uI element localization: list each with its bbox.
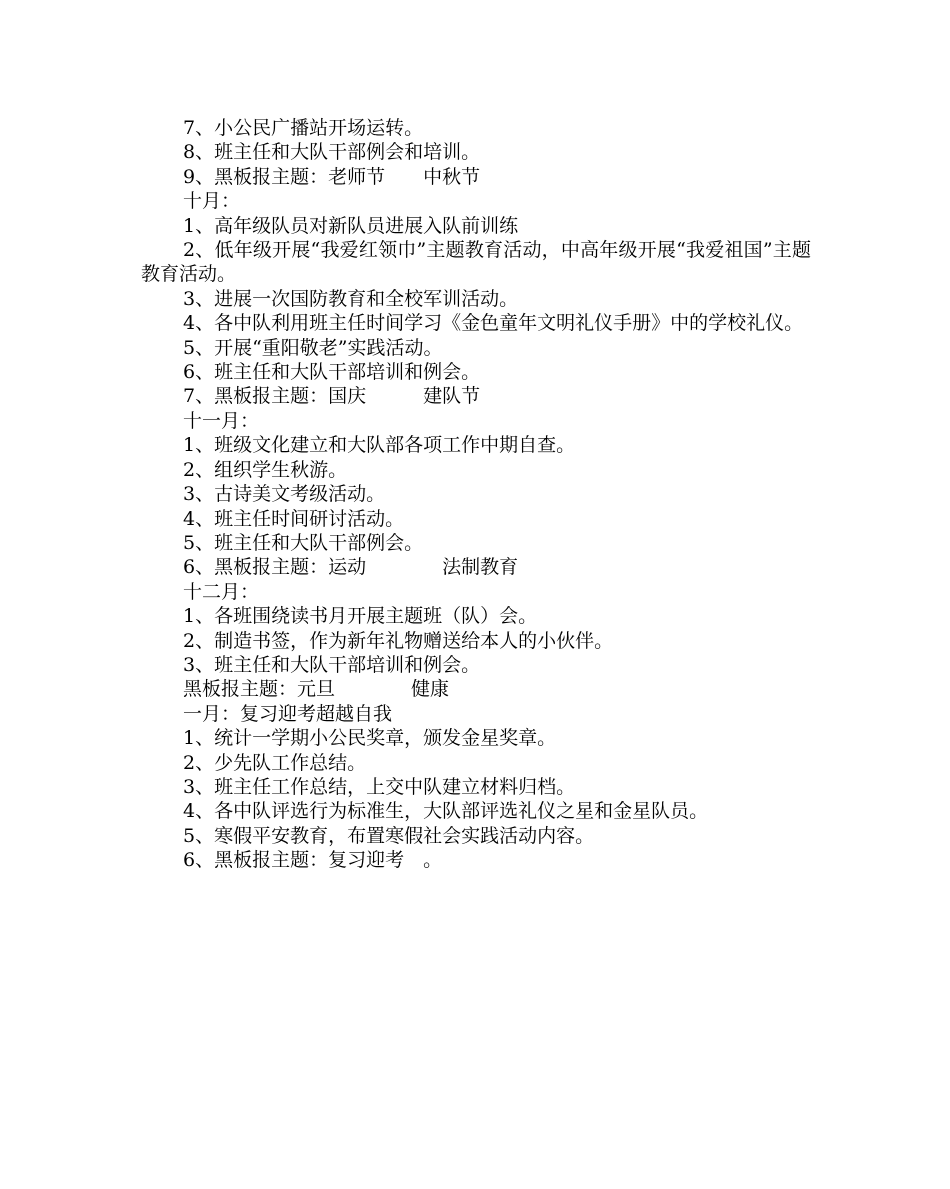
text-line: 1、统计一学期小公民奖章，颁发金星奖章。: [183, 727, 557, 750]
document-body: [141, 116, 811, 873]
text-line: 6、黑板报主题：复习迎考 。: [183, 849, 443, 872]
text-line: 7、黑板报主题：国庆 建队节: [183, 385, 481, 408]
text-line: 5、开展“重阳敬老”实践活动。: [183, 336, 443, 359]
text-line: 4、各中队评选行为标准生，大队部评选礼仪之星和金星队员。: [183, 800, 709, 823]
text-line: 5、寒假平安教育，布置寒假社会实践活动内容。: [183, 824, 595, 847]
section-heading-january: 一月：复习迎考超越自我: [183, 702, 393, 725]
text-paragraph: 2、低年级开展“我爱红领巾”主题教育活动，中高年级开展“我爱祖国”主题教育活动。: [141, 239, 811, 286]
text-line: 9、黑板报主题：老师节 中秋节: [183, 165, 481, 188]
text-paragraph: 4、各中队利用班主任时间学习《金色童年文明礼仪手册》中的学校礼仪。: [183, 312, 804, 335]
text-line: 黑板报主题：元旦 健康: [183, 678, 450, 701]
text-line: 6、班主任和大队干部培训和例会。: [183, 361, 481, 384]
text-line: 6、黑板报主题：运动 法制教育: [183, 556, 519, 579]
text-line: 7、小公民广播站开场运转。: [183, 117, 424, 139]
text-line: 3、班主任工作总结，上交中队建立材料归档。: [183, 775, 576, 798]
text-line: 5、班主任和大队干部例会。: [183, 531, 424, 554]
section-heading-october: 十月：: [183, 190, 241, 213]
text-line: 1、班级文化建立和大队部各项工作中期自查。: [183, 434, 576, 457]
text-line: 1、各班围绕读书月开展主题班（队）会。: [183, 605, 538, 628]
text-line: 2、制造书签，作为新年礼物赠送给本人的小伙伴。: [183, 629, 614, 652]
section-heading-december: 十二月：: [183, 580, 260, 603]
section-heading-november: 十一月：: [183, 409, 260, 432]
text-line: 4、班主任时间研讨活动。: [183, 507, 405, 530]
text-line: 3、班主任和大队干部培训和例会。: [183, 653, 481, 676]
text-line: 8、班主任和大队干部例会和培训。: [183, 141, 481, 164]
text-line: 1、高年级队员对新队员进展入队前训练: [183, 214, 519, 237]
text-line: 2、组织学生秋游。: [183, 458, 348, 481]
text-line: 3、进展一次国防教育和全校军训活动。: [183, 287, 519, 310]
text-line: 3、古诗美文考级活动。: [183, 483, 386, 506]
text-line: 2、少先队工作总结。: [183, 751, 367, 774]
